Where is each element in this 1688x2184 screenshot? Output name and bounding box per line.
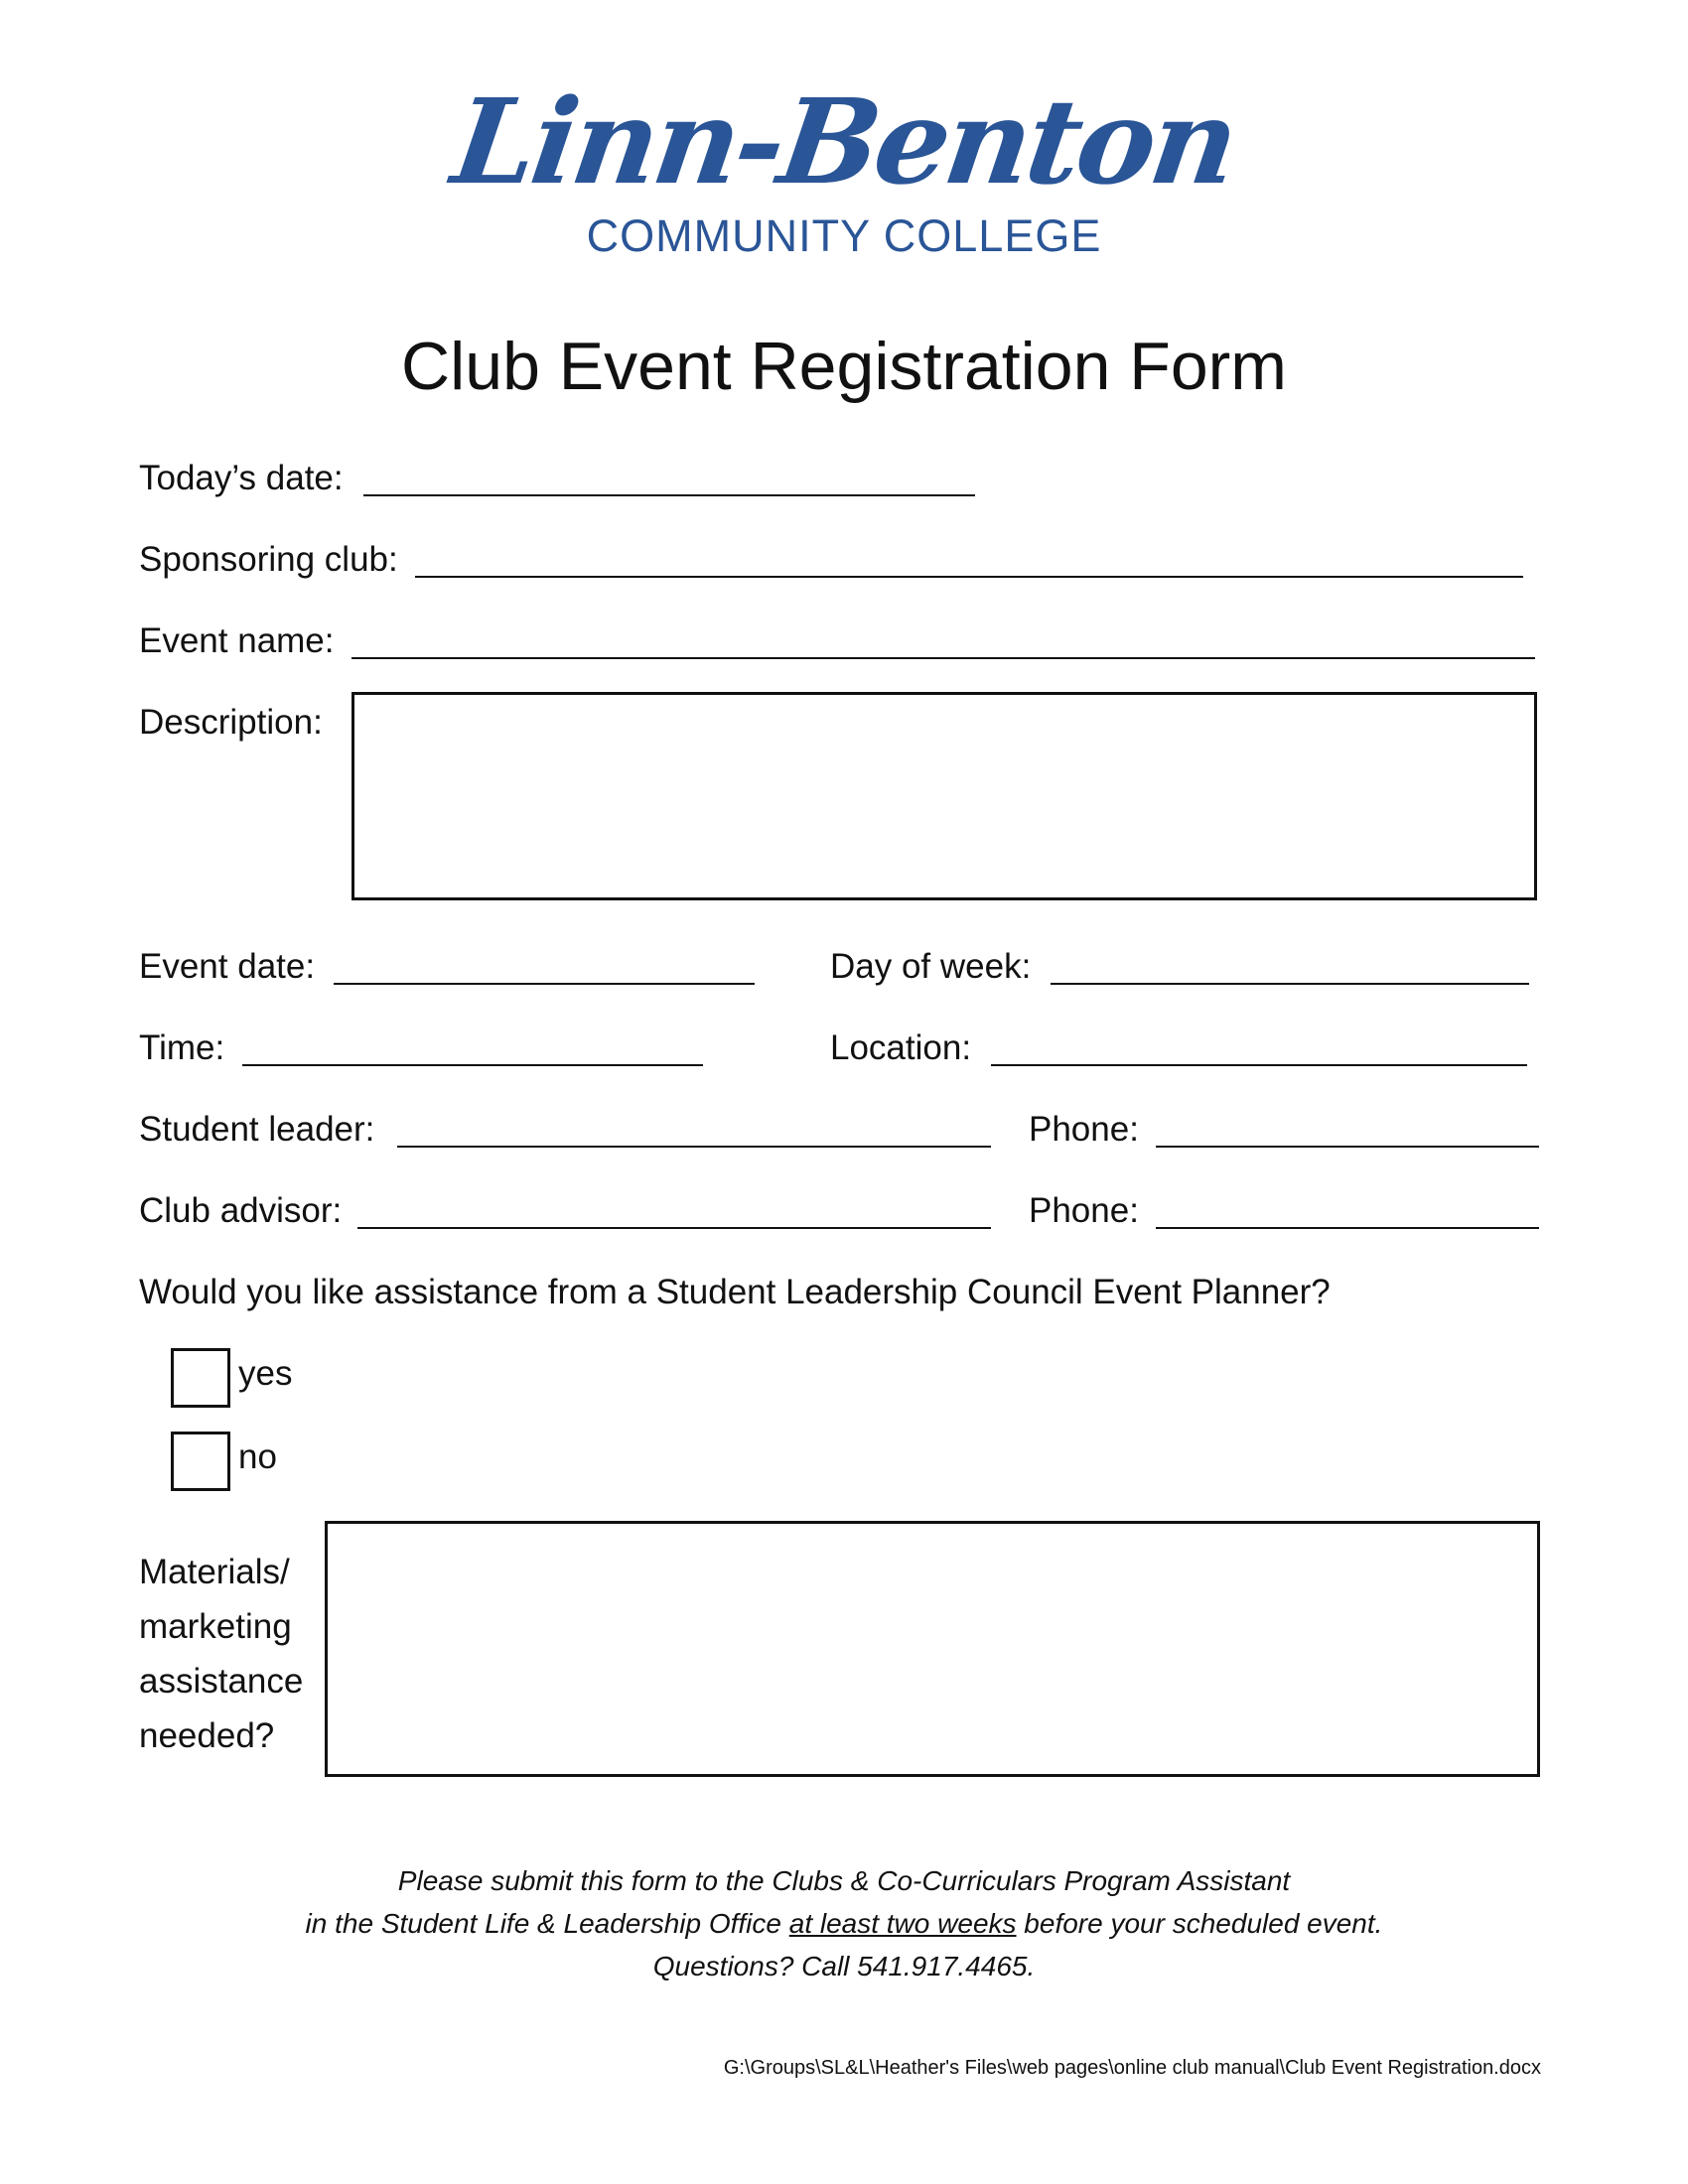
no-label: no	[238, 1437, 277, 1476]
description-box[interactable]	[352, 692, 1537, 900]
sponsoring-club-label: Sponsoring club:	[139, 540, 398, 579]
materials-box[interactable]	[325, 1521, 1540, 1777]
yes-checkbox[interactable]	[171, 1348, 230, 1408]
todays-date-field[interactable]	[363, 494, 975, 496]
no-checkbox[interactable]	[171, 1432, 230, 1491]
student-leader-label: Student leader:	[139, 1110, 375, 1149]
location-field[interactable]	[991, 1064, 1527, 1066]
assistance-question: Would you like assistance from a Student Leadership Council Event Planner?	[139, 1273, 1331, 1311]
footer-line1: Please submit this form to the Clubs & Co-Curriculars Program Assistant	[397, 1865, 1291, 1896]
sponsoring-club-field[interactable]	[415, 576, 1523, 578]
materials-label-line4: needed?	[139, 1716, 275, 1755]
description-label: Description:	[139, 703, 323, 742]
todays-date-label: Today’s date:	[139, 459, 344, 497]
time-field[interactable]	[242, 1064, 703, 1066]
event-name-label: Event name:	[139, 621, 335, 660]
footer-deadline-emphasis: at least two weeks	[788, 1908, 1017, 1939]
footer-line2-post: before your scheduled event.	[1016, 1908, 1383, 1939]
student-leader-field[interactable]	[397, 1146, 991, 1148]
leader-phone-label: Phone:	[1029, 1110, 1139, 1149]
location-label: Location:	[830, 1028, 972, 1067]
day-of-week-field[interactable]	[1051, 983, 1529, 985]
event-date-field[interactable]	[334, 983, 755, 985]
club-advisor-label: Club advisor:	[139, 1191, 343, 1230]
page-title: Club Event Registration Form	[401, 329, 1287, 404]
advisor-phone-field[interactable]	[1156, 1227, 1539, 1229]
time-label: Time:	[139, 1028, 225, 1067]
footer-line2-pre: in the Student Life & Leadership Office	[305, 1908, 789, 1939]
event-name-field[interactable]	[352, 657, 1535, 659]
event-date-label: Event date:	[139, 947, 316, 986]
materials-label-line2: marketing	[139, 1607, 292, 1646]
materials-label-line1: Materials/	[139, 1553, 290, 1591]
materials-label-line3: assistance	[139, 1662, 304, 1701]
yes-label: yes	[238, 1354, 293, 1393]
file-path: G:\Groups\SL&L\Heather's Files\web pages\online club manual\Club Event Registration.docx	[723, 2057, 1541, 2079]
college-logo-script: Linn-Benton	[445, 72, 1243, 210]
leader-phone-field[interactable]	[1156, 1146, 1539, 1148]
footer-line2	[0, 1907, 1688, 1941]
footer-contact: Questions? Call 541.917.4465.	[652, 1951, 1036, 1981]
advisor-phone-label: Phone:	[1029, 1191, 1139, 1230]
college-logo-subtitle: COMMUNITY COLLEGE	[586, 210, 1102, 261]
day-of-week-label: Day of week:	[830, 947, 1032, 986]
club-advisor-field[interactable]	[357, 1227, 991, 1229]
